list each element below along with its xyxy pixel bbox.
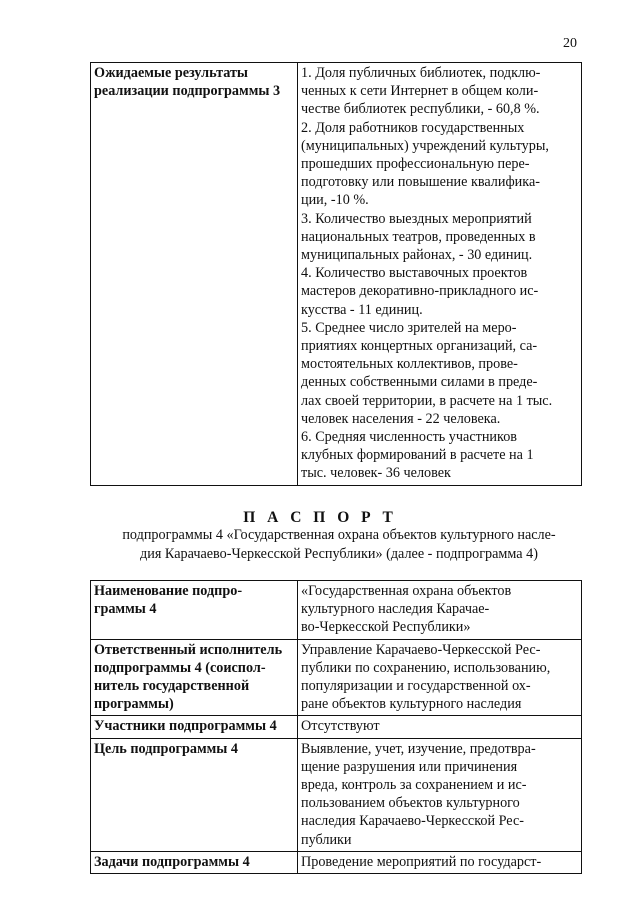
row-label <box>91 639 298 716</box>
value-line: национальных театров, проведенных в <box>301 228 536 245</box>
value-line: наследия Карачаево-Черкесской Рес- <box>301 813 524 830</box>
value-line: кусства - 11 единиц. <box>301 301 423 318</box>
row-label <box>91 716 298 738</box>
value-line: публики по сохранению, использованию, <box>301 659 551 676</box>
row-value <box>298 639 582 716</box>
row-value <box>298 581 582 640</box>
value-line: муниципальных районах, - 30 единиц. <box>301 247 533 264</box>
value-line: клубных формирований в расчете на 1 <box>301 447 534 464</box>
value-line: Отсутствуют <box>301 718 380 735</box>
value-line: пользованием объектов культурного <box>301 795 520 812</box>
value-line: мастеров декоративно-прикладного ис- <box>301 283 539 300</box>
value-line: тыс. человек- 36 человек <box>301 465 451 482</box>
row-value <box>298 738 582 851</box>
value-line: прошедших профессиональную пере- <box>301 156 530 173</box>
value-line: во-Черкесской Республики» <box>301 619 471 636</box>
value-line: приятиях концертных организаций, са- <box>301 338 538 355</box>
label-line: Участники подпрограммы 4 <box>94 718 277 735</box>
value-line: 2. Доля работников государственных <box>301 119 525 136</box>
value-line: 4. Количество выставочных проектов <box>301 265 528 282</box>
label-line: подпрограммы 4 (соиспол- <box>94 659 266 676</box>
value-line: ране объектов культурного наследия <box>301 696 522 713</box>
row-value <box>298 63 582 486</box>
label-line: Ответственный исполнитель <box>94 641 283 658</box>
table-row <box>91 738 582 851</box>
value-line: 5. Среднее число зрителей на меро- <box>301 319 517 336</box>
value-line: Управление Карачаево-Черкесской Рес- <box>301 641 541 658</box>
label-line: Задачи подпрограммы 4 <box>94 853 250 870</box>
label-line: реализации подпрограммы 3 <box>94 83 281 100</box>
value-line: (муниципальных) учреждений культуры, <box>301 137 549 154</box>
expected-results-table <box>90 62 582 486</box>
value-line: 6. Средняя численность участников <box>301 429 517 446</box>
row-label <box>91 63 298 486</box>
table-row <box>91 63 582 486</box>
value-line: популяризации и государственной ох- <box>301 678 531 695</box>
value-line: публики <box>301 831 352 848</box>
value-line: 1. Доля публичных библиотек, подклю- <box>301 65 541 81</box>
value-line: человек населения - 22 человека. <box>301 410 501 427</box>
value-line: щение разрушения или причинения <box>301 758 518 775</box>
row-value <box>298 851 582 873</box>
label-line: Наименование подпро- <box>94 583 243 599</box>
value-line: лах своей территории, в расчете на 1 тыс. <box>301 392 553 409</box>
label-line: нитель государственной <box>94 678 250 695</box>
value-line: культурного наследия Карачае- <box>301 601 490 618</box>
passport-heading: П А С П О Р Т <box>243 509 397 526</box>
value-line: 3. Количество выездных мероприятий <box>301 210 532 227</box>
value-line: подготовку или повышение квалифика- <box>301 174 540 191</box>
label-line: граммы 4 <box>94 601 157 618</box>
value-line: Проведение мероприятий по государст- <box>301 853 542 870</box>
value-line: ции, -10 %. <box>301 192 369 209</box>
value-line: ченных к сети Интернет в общем коли- <box>301 83 539 100</box>
value-line: Выявление, учет, изучение, предотвра- <box>301 740 536 757</box>
table-row <box>91 716 582 738</box>
subtitle-line: дия Карачаево-Черкесской Республики» (далее - подпрограмма 4) <box>140 546 538 562</box>
row-label <box>91 738 298 851</box>
row-label <box>91 851 298 873</box>
label-line: Ожидаемые результаты <box>94 65 248 81</box>
passport-table <box>90 580 582 874</box>
passport-subtitle <box>96 526 582 564</box>
label-line: Цель подпрограммы 4 <box>94 740 239 757</box>
table-row <box>91 581 582 640</box>
row-value <box>298 716 582 738</box>
table-row <box>91 851 582 873</box>
value-line: «Государственная охрана объектов <box>301 583 512 599</box>
value-line: мостоятельных коллективов, прове- <box>301 356 518 373</box>
page-number: 20 <box>563 36 577 51</box>
value-line: вреда, контроль за сохранением и ис- <box>301 777 527 794</box>
subtitle-line: подпрограммы 4 «Государственная охрана объектов культурного насле- <box>122 527 556 543</box>
row-label <box>91 581 298 640</box>
value-line: честве библиотек республики, - 60,8 %. <box>301 101 540 118</box>
table-row <box>91 639 582 716</box>
value-line: денных собственными силами в преде- <box>301 374 538 391</box>
label-line: программы) <box>94 696 174 713</box>
